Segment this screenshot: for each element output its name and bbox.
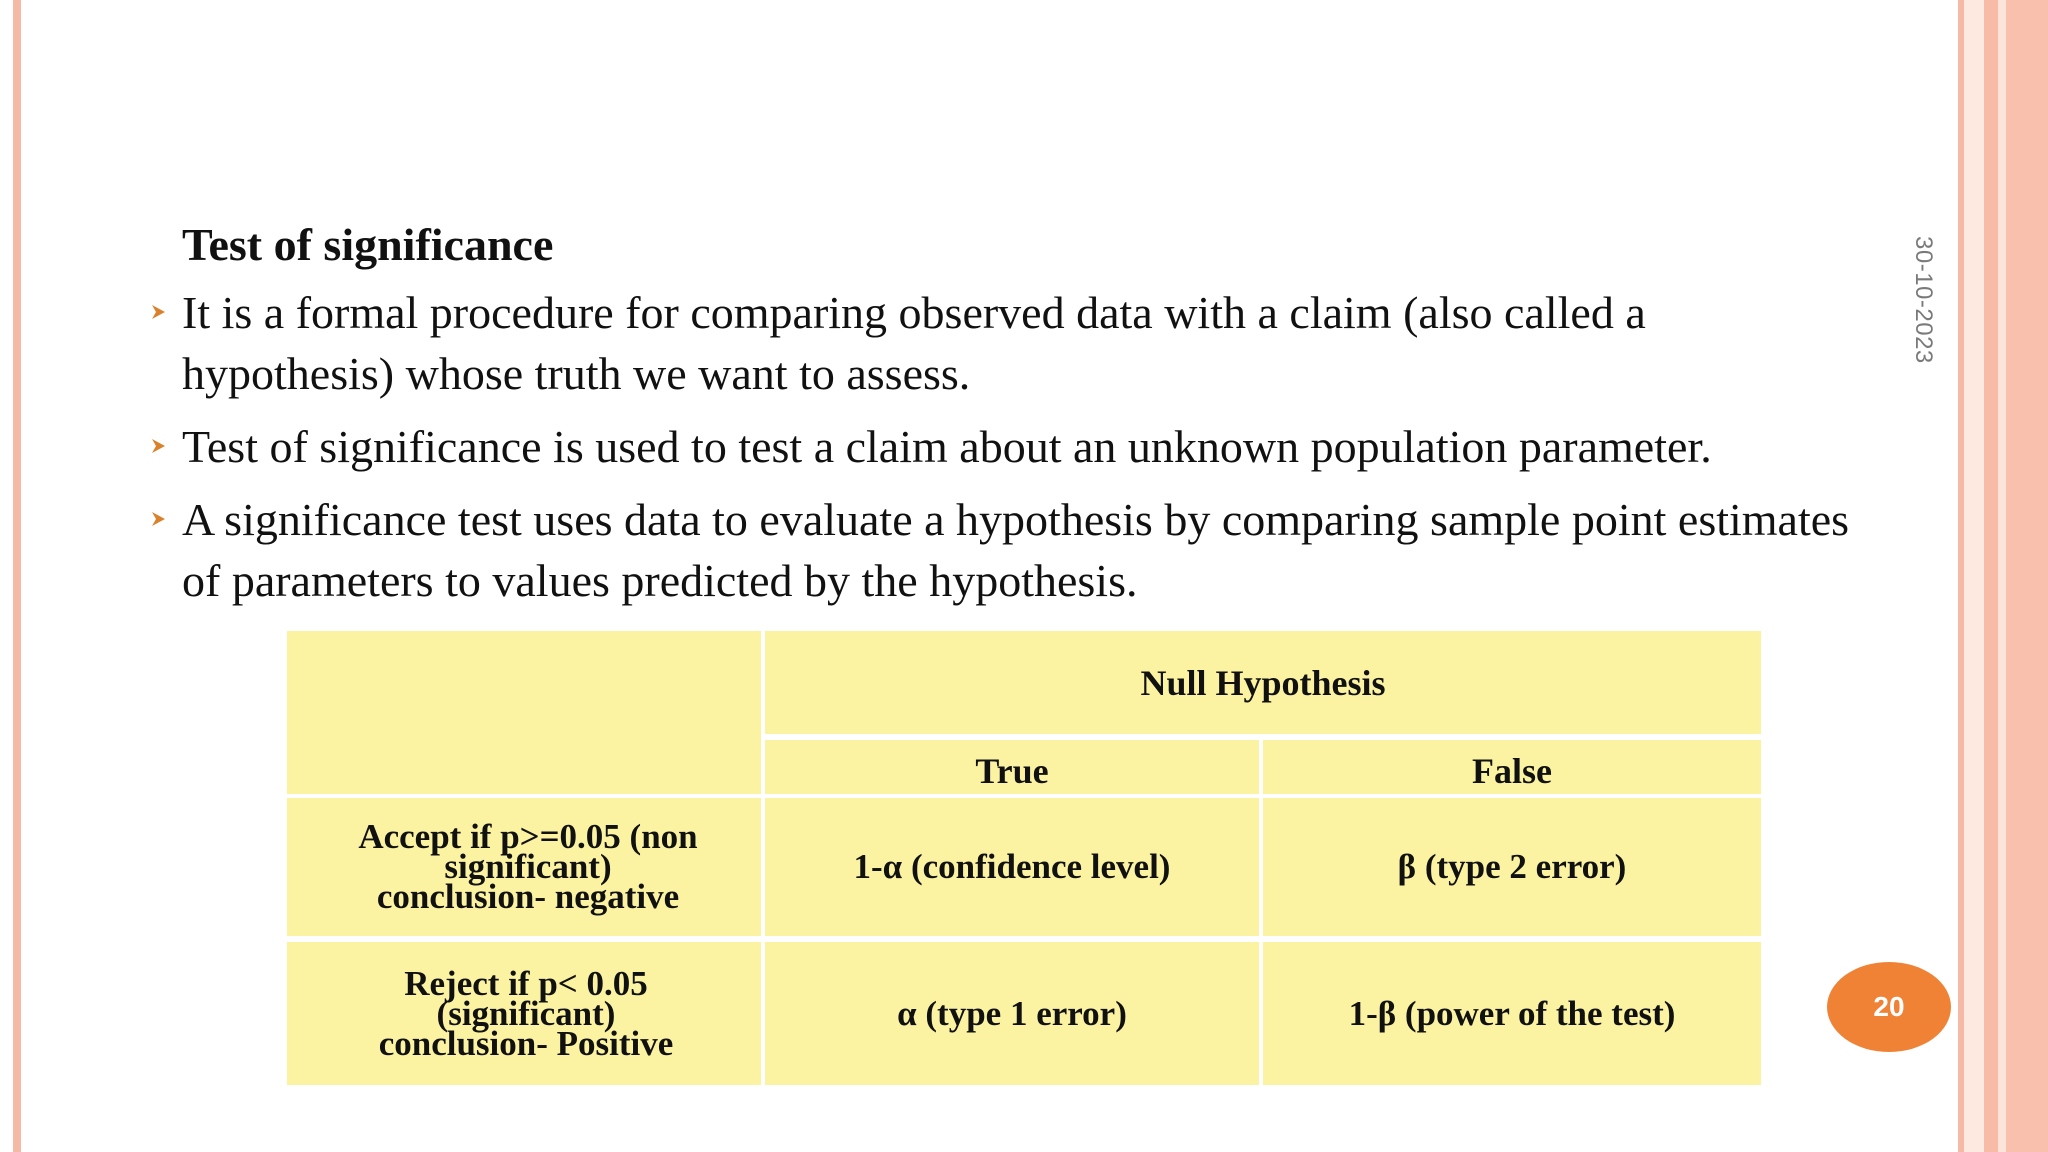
table-col-header-false: False bbox=[1263, 740, 1761, 794]
table-cell-reject-false: 1-β (power of the test) bbox=[1263, 942, 1761, 1085]
bullet-item bbox=[140, 282, 1860, 404]
table-top-header: Null Hypothesis bbox=[765, 631, 1761, 734]
bullet-item bbox=[140, 416, 1860, 477]
right-decoration bbox=[1958, 0, 2048, 1152]
table-corner-cell bbox=[287, 631, 761, 794]
table-cell-accept-true: 1-α (confidence level) bbox=[765, 798, 1259, 936]
row-label-line: significant) bbox=[444, 847, 612, 886]
arrowhead-bullet-icon bbox=[150, 303, 168, 321]
table-row-label-accept bbox=[287, 798, 761, 936]
row-label-line: conclusion- Positive bbox=[378, 1023, 674, 1063]
arrowhead-bullet-icon bbox=[150, 437, 168, 455]
row-label-line: Reject if p< 0.05 bbox=[404, 963, 648, 1003]
bullet-text: A significance test uses data to evaluate a hypothesis by comparing sample point estimates of parameters to values predicted by the hypothesis. bbox=[182, 494, 1850, 606]
bullet-item bbox=[140, 489, 1860, 611]
arrowhead-bullet-icon bbox=[150, 510, 168, 528]
page-number-badge: 20 bbox=[1827, 962, 1951, 1052]
slide-date: 30-10-2023 bbox=[1910, 236, 1937, 364]
bullet-text: It is a formal procedure for comparing observed data with a claim (also called a hypothesis) whose truth we want to assess. bbox=[182, 287, 1646, 399]
bullet-list bbox=[140, 282, 1860, 611]
table-row-label-reject bbox=[287, 942, 761, 1085]
bullet-text: Test of significance is used to test a claim about an unknown population parameter. bbox=[182, 421, 1712, 472]
row-label-line: conclusion- negative bbox=[376, 877, 680, 916]
table-col-header-true: True bbox=[765, 740, 1259, 794]
hypothesis-table bbox=[287, 631, 1761, 1085]
row-label-line: Accept if p>=0.05 (non bbox=[358, 817, 698, 856]
slide-content bbox=[140, 214, 1860, 623]
table-cell-reject-true: α (type 1 error) bbox=[765, 942, 1259, 1085]
slide-title: Test of significance bbox=[182, 219, 554, 270]
left-border bbox=[13, 0, 21, 1152]
table-cell-accept-false: β (type 2 error) bbox=[1263, 798, 1761, 936]
row-label-line: (significant) bbox=[436, 993, 616, 1033]
